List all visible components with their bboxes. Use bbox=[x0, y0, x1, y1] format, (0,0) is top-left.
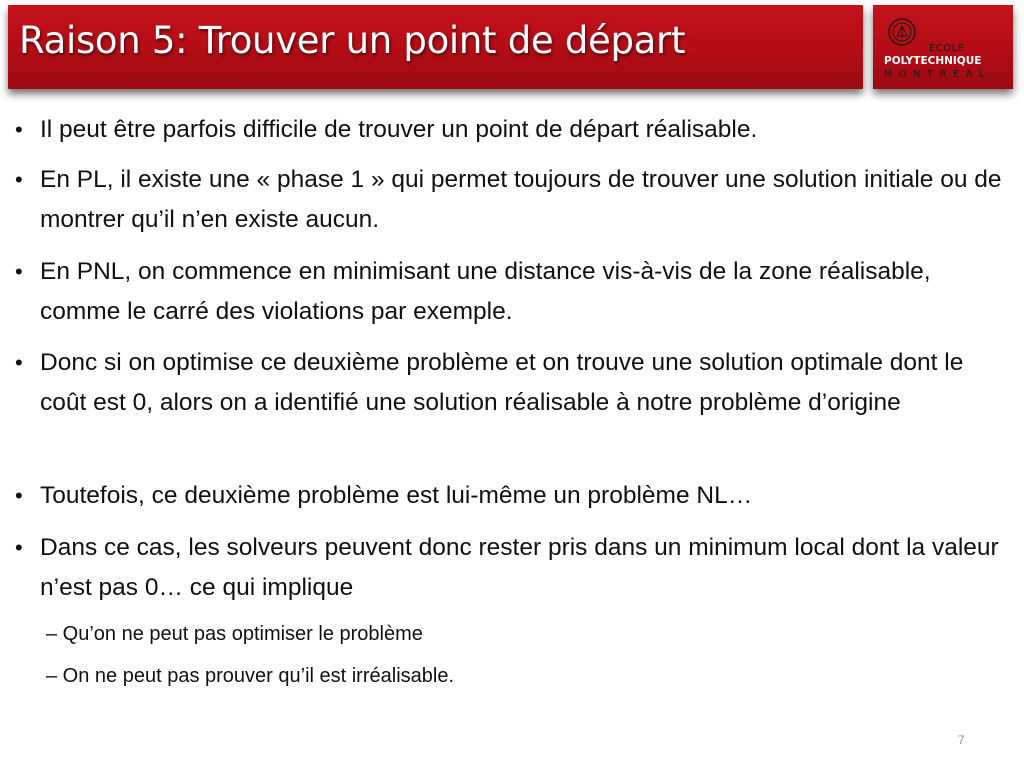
bullet-icon: • bbox=[15, 167, 23, 192]
bullet-item bbox=[15, 160, 1015, 240]
sub-bullet-item: – Qu’on ne peut pas optimiser le problème bbox=[46, 623, 423, 645]
bullet-icon: • bbox=[15, 350, 23, 375]
bullet-text: Donc si on optimise ce deuxième problème et on trouve une solution optimale dont le coût est 0, alors on a identifié une solution réalisable à notre problème d’origine bbox=[40, 349, 964, 416]
bullet-icon: • bbox=[15, 259, 23, 284]
polytechnique-logo bbox=[873, 5, 1013, 89]
bullet-item bbox=[15, 252, 1015, 332]
bullet-text: En PNL, on commence en minimisant une distance vis-à-vis de la zone réalisable, comme le carré des violations par exemple. bbox=[40, 258, 931, 325]
bullet-icon: • bbox=[15, 483, 23, 508]
bullet-text: Dans ce cas, les solveurs peuvent donc rester pris dans un minimum local dont la valeur n’est pas 0… ce qui implique bbox=[40, 534, 999, 601]
bullet-item bbox=[15, 476, 1015, 516]
bullet-text: Il peut être parfois difficile de trouver un point de départ réalisable. bbox=[40, 116, 758, 143]
slide-title: Raison 5: Trouver un point de départ bbox=[19, 19, 686, 62]
logo-montreal-text: MONTRÉAL bbox=[884, 69, 992, 80]
logo-ecole-text: ÉCOLE bbox=[929, 43, 965, 54]
bullet-item bbox=[15, 110, 1015, 150]
bullet-item bbox=[15, 343, 1015, 423]
bullet-icon: • bbox=[15, 535, 23, 560]
logo-polytechnique-text: POLYTECHNIQUE bbox=[884, 55, 982, 67]
bullet-icon: • bbox=[15, 117, 23, 142]
title-bar bbox=[8, 5, 863, 89]
bullet-text: Toutefois, ce deuxième problème est lui-même un problème NL… bbox=[40, 482, 753, 509]
sub-bullet-item: – On ne peut pas prouver qu’il est irréalisable. bbox=[46, 665, 455, 687]
bullet-item bbox=[15, 528, 1015, 608]
bullet-text: En PL, il existe une « phase 1 » qui permet toujours de trouver une solution initiale ou de montrer qu’il n’en existe aucun. bbox=[40, 166, 1002, 233]
page-number: 7 bbox=[958, 733, 965, 747]
seal-icon bbox=[887, 17, 917, 47]
